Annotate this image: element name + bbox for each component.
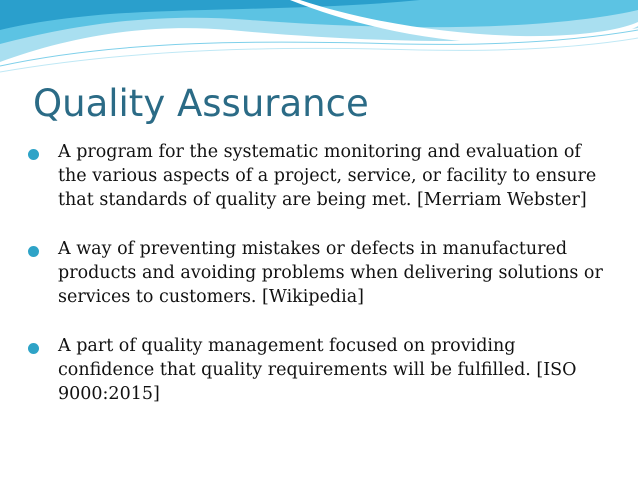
bullet-text: A part of quality management focused on providing confidence that quality requirements will be fulfilled. [ISO 9000:2015]: [58, 336, 577, 404]
bullet-item: [28, 140, 608, 212]
bullet-dot-icon: [28, 343, 39, 354]
bullet-dot-icon: [28, 149, 39, 160]
slide-title: Quality Assurance: [33, 82, 369, 125]
bullet-dot-icon: [28, 246, 39, 257]
bullet-list: [28, 140, 608, 431]
bullet-item: [28, 237, 608, 309]
header-wave-decoration: [0, 0, 638, 80]
bullet-item: [28, 334, 608, 406]
bullet-text: A program for the systematic monitoring and evaluation of the various aspects of a project, service, or facility to ensure that standards of quality are being met. [Merriam Webster]: [58, 142, 597, 210]
bullet-text: A way of preventing mistakes or defects in manufactured products and avoiding problems when delivering solutions or services to customers. [Wikipedia]: [58, 239, 603, 307]
